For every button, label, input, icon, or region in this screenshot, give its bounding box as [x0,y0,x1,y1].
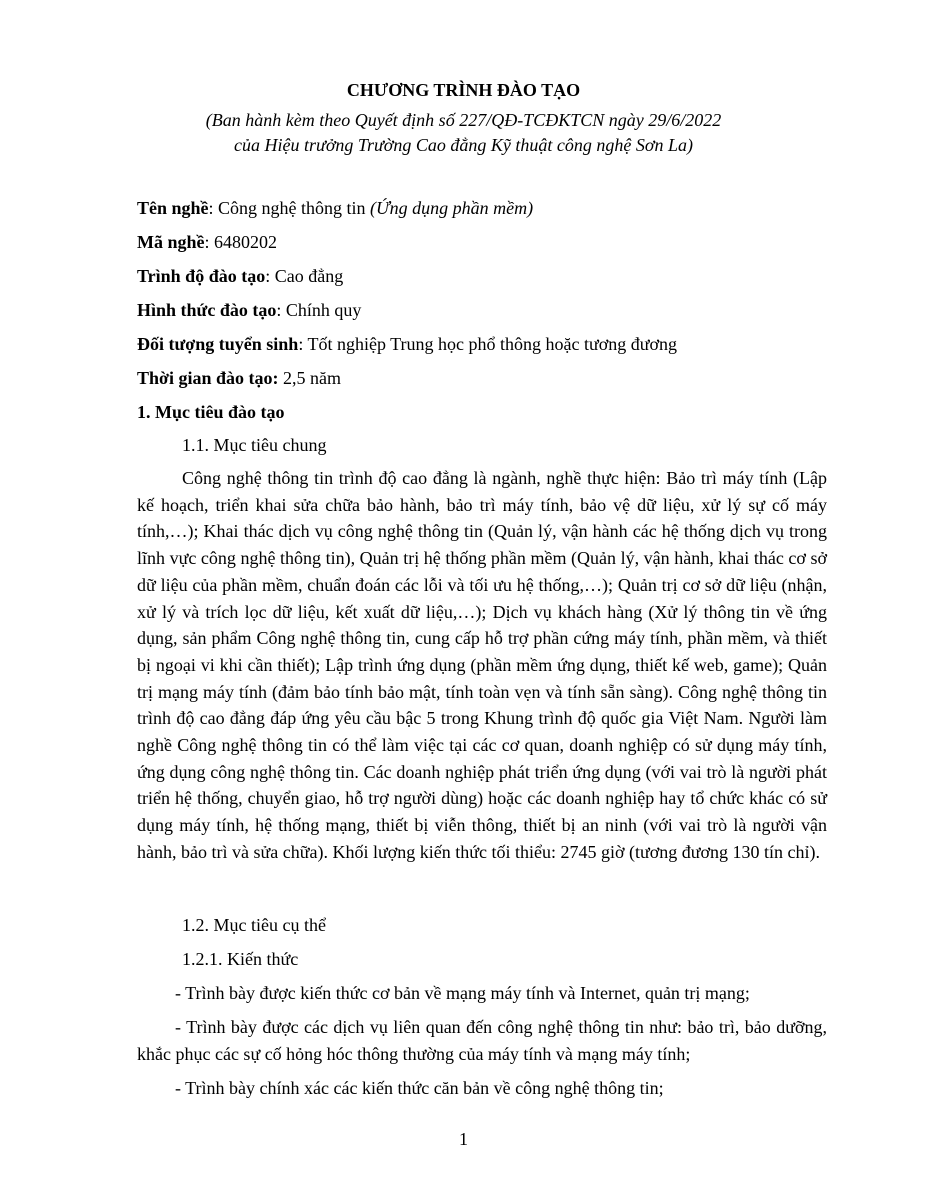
field-hinh-thuc-value: : Chính quy [276,300,362,320]
page-number: 1 [459,1129,468,1149]
field-trinh-do [137,264,343,288]
field-ten-nghe-value: : Công nghệ thông tin [208,198,371,218]
section-heading-muc-tieu: 1. Mục tiêu đào tạo [137,402,285,422]
subsection-kien-thuc: 1.2.1. Kiến thức [182,949,299,969]
list-item: - Trình bày được kiến thức cơ bản về mạng máy tính và Internet, quản trị mạng; [175,983,750,1003]
field-trinh-do-label: Trình độ đào tạo [137,266,266,286]
field-doi-tuong [137,332,677,356]
list-item: - Trình bày chính xác các kiến thức căn bản về công nghệ thông tin; [175,1078,664,1098]
subsection-muc-tieu-cu-the: 1.2. Mục tiêu cụ thể [182,915,326,935]
document-title: CHƯƠNG TRÌNH ĐÀO TẠO [346,80,581,100]
field-thoi-gian-label: Thời gian đào tạo: [137,368,279,388]
field-hinh-thuc [137,298,361,322]
field-ten-nghe [137,196,533,220]
list-item: - Trình bày được các dịch vụ liên quan đến công nghệ thông tin như: bảo trì, bảo dưỡng, khắc phục các sự cố hỏng hóc thông thường của máy tính và mạng máy tính; [137,1017,827,1064]
field-thoi-gian [137,366,341,390]
field-ma-nghe-label: Mã nghề [137,232,205,252]
field-doi-tuong-label: Đối tượng tuyển sinh [137,334,299,354]
field-ma-nghe-value: : 6480202 [204,232,278,252]
subsection-muc-tieu-chung: 1.1. Mục tiêu chung [182,435,327,455]
field-ma-nghe [137,230,277,254]
field-ten-nghe-label: Tên nghề [137,198,209,218]
field-hinh-thuc-label: Hình thức đào tạo [137,300,277,320]
field-thoi-gian-value: 2,5 năm [278,368,341,388]
field-trinh-do-value: : Cao đẳng [265,266,344,286]
field-ten-nghe-note: (Ứng dụng phần mềm) [370,198,534,218]
document-subtitle-line-2: của Hiệu trưởng Trường Cao đẳng Kỹ thuật công nghệ Sơn La) [234,135,693,155]
paragraph-muc-tieu-chung: Công nghệ thông tin trình độ cao đẳng là ngành, nghề thực hiện: Bảo trì máy tính (Lập kế hoạch, triển khai sửa chữa bảo hành, bảo trì máy tính, bảo vệ dữ liệu, xử lý sự cố máy tính,…); Khai thác dịch vụ công nghệ thông tin (Quản lý, vận hành các hệ thống dịch vụ trong lĩnh vực công nghệ thông tin), Quản trị hệ thống phần mềm (Quản lý, vận hành, khai thác cơ sở dữ liệu của phần mềm, chuẩn đoán các lỗi và tối ưu hệ thống,…); Quản trị cơ sở dữ liệu (nhận, xử lý và trích lọc dữ liệu, kết xuất dữ liệu,…); Dịch vụ khách hàng (Xử lý thông tin về ứng dụng, sản phẩm Công nghệ thông tin, cung cấp hỗ trợ phần cứng máy tính, phần mềm, và thiết bị ngoại vi khi cần thiết); Lập trình ứng dụng (phần mềm ứng dụng, thiết kế web, game); Quản trị mạng máy tính (đảm bảo tính bảo mật, tính toàn vẹn và tính sẵn sàng). Công nghệ thông tin trình độ cao đẳng đáp ứng yêu cầu bậc 5 trong Khung trình độ quốc gia Việt Nam. Người làm nghề Công nghệ thông tin có thể làm việc tại các cơ quan, doanh nghiệp có sử dụng máy tính, ứng dụng công nghệ thông tin. Các doanh nghiệp phát triển ứng dụng (với vai trò là người phát triển hệ thống, chuyển giao, hỗ trợ người dùng) hoặc các doanh nghiệp hay tổ chức khác có sử dụng máy tính, hệ thống mạng, thiết bị viễn thông, thiết bị an ninh (với vai trò là người vận hành, bảo trì và sửa chữa). Khối lượng kiến thức tối thiểu: 2745 giờ (tương đương 130 tín chỉ). [137,468,827,862]
document-subtitle-line-1: (Ban hành kèm theo Quyết định số 227/QĐ-TCĐKTCN ngày 29/6/2022 [205,110,722,130]
field-doi-tuong-value: : Tốt nghiệp Trung học phổ thông hoặc tương đương [298,334,678,354]
